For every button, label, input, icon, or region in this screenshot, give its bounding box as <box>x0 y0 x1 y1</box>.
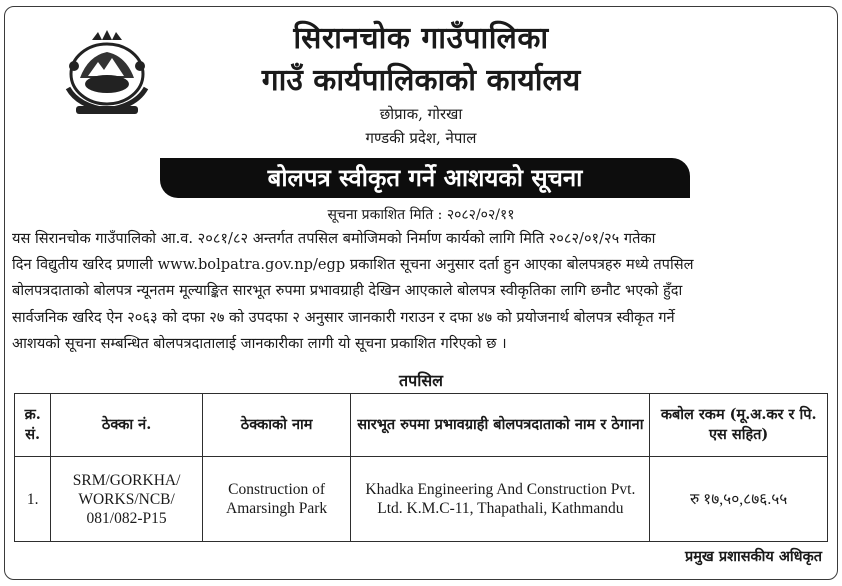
column-header-contract-no: ठेक्का नं. <box>51 394 202 457</box>
column-header-contract-name: ठेक्काको नाम <box>202 394 351 457</box>
column-header-sn: क्र. सं. <box>15 394 51 457</box>
cell-contract-name: Construction of Amarsingh Park <box>202 457 351 542</box>
body-line: दिन विद्युतीय खरिद प्रणाली www.bolpatra.gov.np/egp प्रकाशित सूचना अनुसार दर्ता हुन आएका बोलपत्रहरु मध्ये तपसिल <box>12 256 694 274</box>
published-date: सूचना प्रकाशित मिति : २०८२/०२/११ <box>327 207 515 223</box>
cell-bidder: Khadka Engineering And Construction Pvt. Ltd. K.M.C-11, Thapathali, Kathmandu <box>351 457 650 542</box>
cell-amount: रु १७,५०,८७६.५५ <box>650 457 828 542</box>
column-header-bidder: सारभूत रुपमा प्रभावग्राही बोलपत्रदाताको नाम र ठेगाना <box>351 394 650 457</box>
body-line: यस सिरानचोक गाउँपालिको आ.व. २०८१/८२ अन्तर्गत तपसिल बमोजिमको निर्माण कार्यको लागि मिति २०८२/०१/२५ गतेका <box>12 230 656 247</box>
table-header-row <box>15 394 828 457</box>
address-line-1: छोप्राक, गोरखा <box>379 105 463 123</box>
signatory-title: प्रमुख प्रशासकीय अधिकृत <box>685 548 822 565</box>
notice-body <box>12 226 830 357</box>
cell-sn: 1. <box>15 457 51 542</box>
cell-contract-no: SRM/GORKHA/ WORKS/NCB/ 081/082-P15 <box>51 457 202 542</box>
details-section-title: तपसिल <box>398 371 444 390</box>
office-title: सिरानचोक गाउँपालिका <box>293 21 549 56</box>
table-row <box>15 457 828 542</box>
body-line: बोलपत्रदाताको बोलपत्र न्यूनतम मूल्याङ्कित सारभूत रुपमा प्रभावग्राही देखिन आएकाले बोलपत्र स्वीकृतिका लागि छनौट भएको हुँदा <box>12 282 683 300</box>
notice-title-banner: बोलपत्र स्वीकृत गर्ने आशयको सूचना <box>160 158 690 198</box>
body-line: सार्वजनिक खरिद ऐन २०६३ को दफा २७ को उपदफा २ अनुसार जानकारी गराउन र दफा ४७ को प्रयोजनार्थ बोलपत्र स्वीकृत गर्ने <box>12 308 675 326</box>
office-subtitle: गाउँ कार्यपालिकाको कार्यालय <box>261 63 581 98</box>
body-line: आशयको सूचना सम्बन्धित बोलपत्रदातालाई जानकारीका लागी यो सूचना प्रकाशित गरिएको छ । <box>12 334 507 352</box>
tender-details-table <box>14 393 828 542</box>
column-header-amount: कबोल रकम (मू.अ.कर र पि. एस सहित) <box>650 394 828 457</box>
address-line-2: गण्डकी प्रदेश, नेपाल <box>365 129 477 147</box>
